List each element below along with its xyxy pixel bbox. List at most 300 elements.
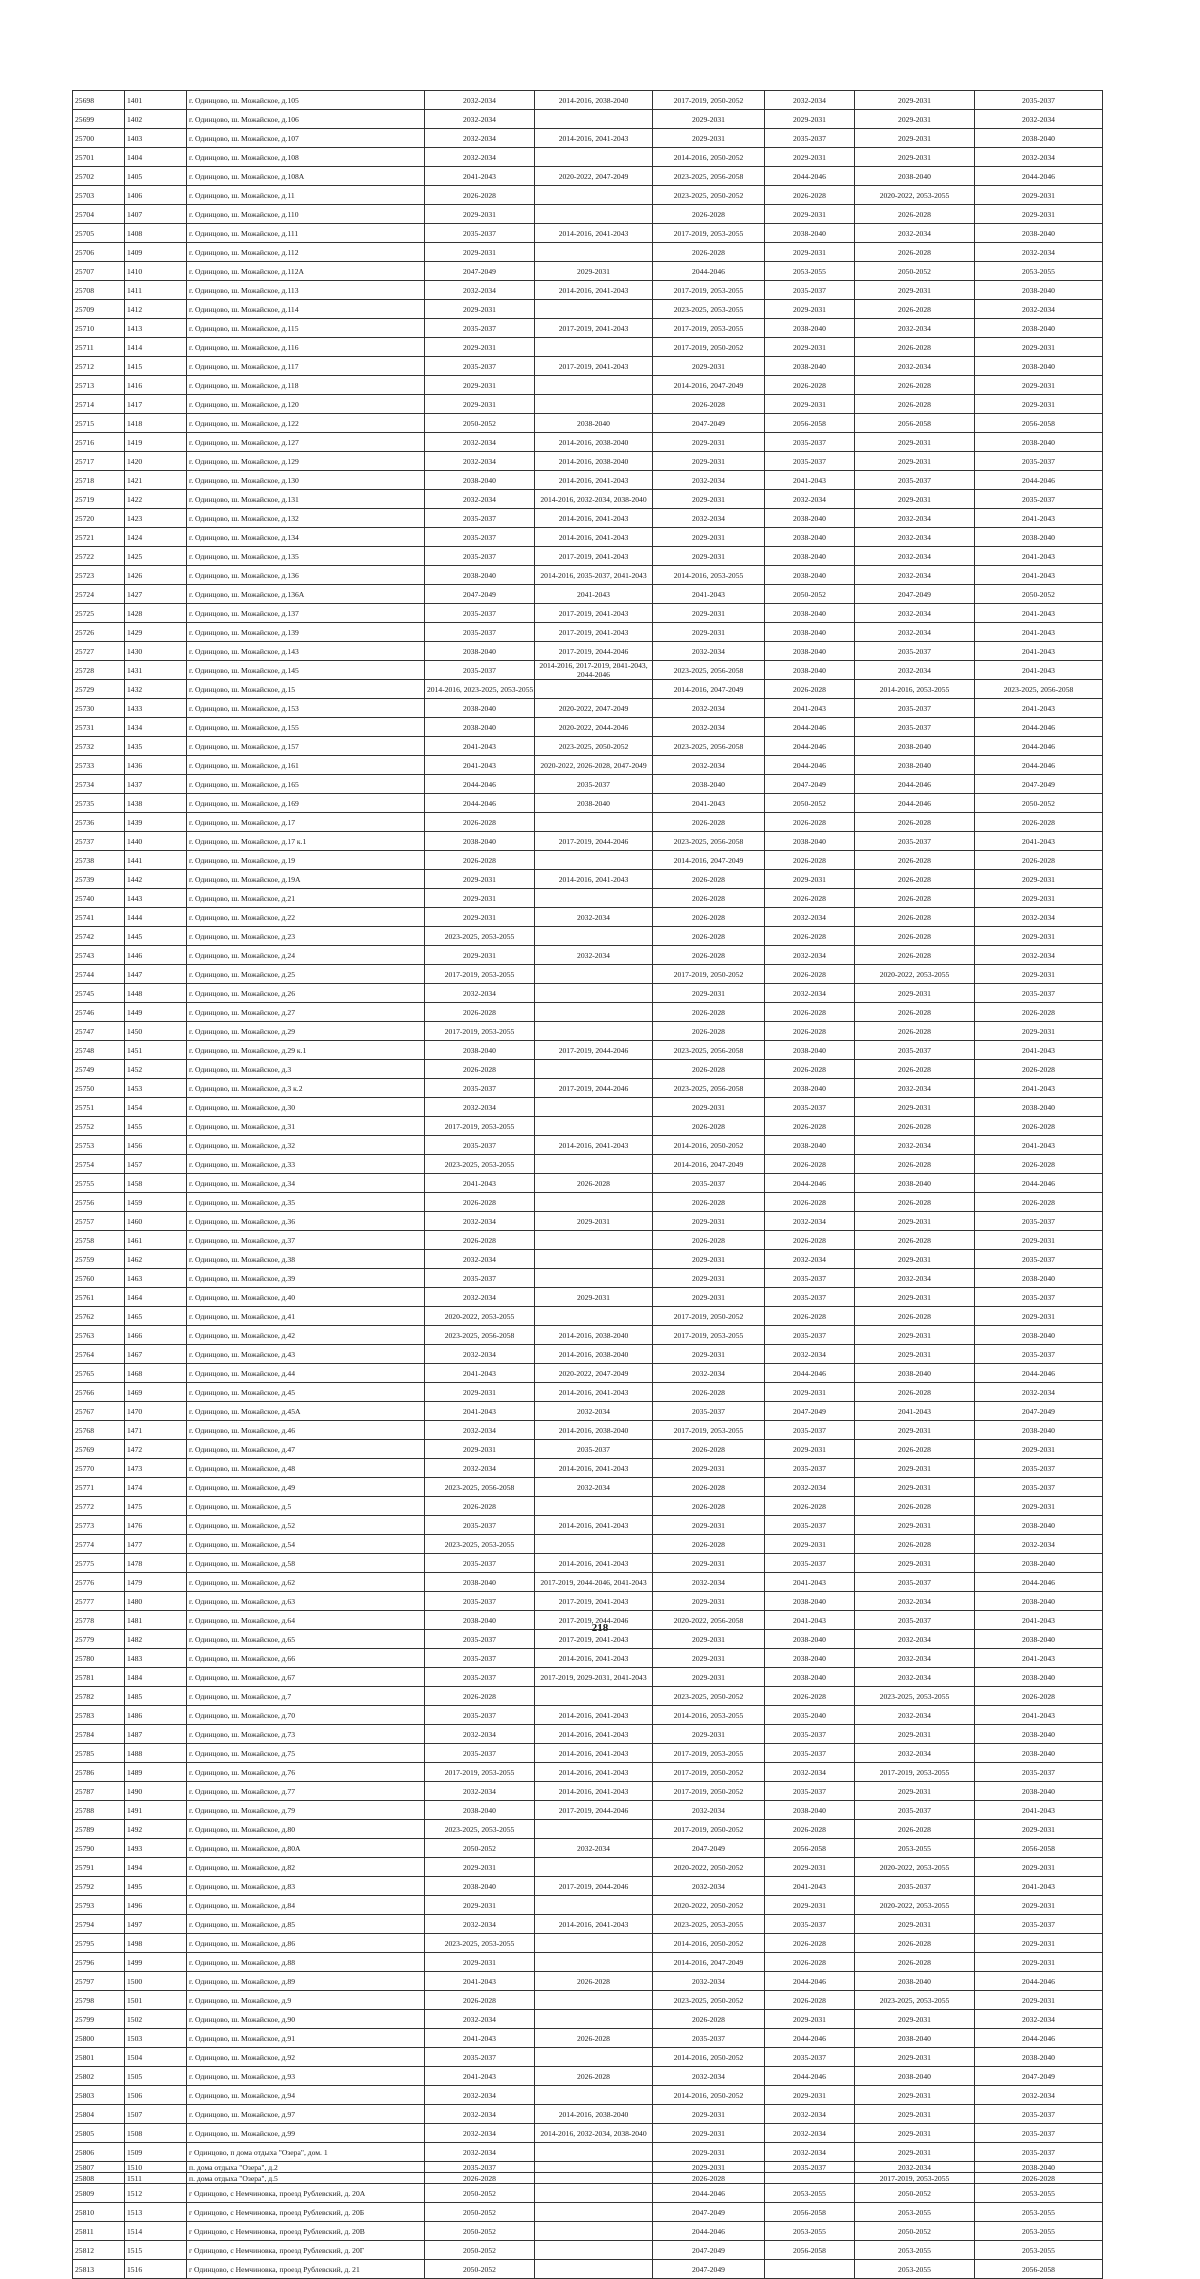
table-row <box>73 1497 1103 1516</box>
period-5-cell: 2029-2031 <box>855 2124 975 2143</box>
table-row <box>73 1858 1103 1877</box>
object-number-cell: 1443 <box>125 889 187 908</box>
record-id-cell: 25759 <box>73 1250 125 1269</box>
table-row <box>73 547 1103 566</box>
period-4-cell: 2053-2055 <box>765 262 855 281</box>
period-2-cell <box>535 2203 653 2222</box>
period-6-cell: 2038-2040 <box>975 433 1103 452</box>
address-cell: г. Одинцово, ш. Можайское, д.115 <box>187 319 425 338</box>
object-number-cell: 1481 <box>125 1611 187 1630</box>
period-5-cell: 2047-2049 <box>855 585 975 604</box>
period-2-cell: 2020-2022, 2047-2049 <box>535 167 653 186</box>
object-number-cell: 1499 <box>125 1953 187 1972</box>
table-row <box>73 1022 1103 1041</box>
object-number-cell: 1497 <box>125 1915 187 1934</box>
table-row <box>73 129 1103 148</box>
period-5-cell: 2053-2055 <box>855 1839 975 1858</box>
period-6-cell: 2038-2040 <box>975 1554 1103 1573</box>
period-2-cell: 2029-2031 <box>535 1288 653 1307</box>
period-4-cell: 2038-2040 <box>765 1041 855 1060</box>
table-row <box>73 300 1103 319</box>
period-3-cell: 2029-2031 <box>653 1345 765 1364</box>
period-6-cell: 2029-2031 <box>975 338 1103 357</box>
period-6-cell: 2029-2031 <box>975 1820 1103 1839</box>
period-5-cell: 2023-2025, 2053-2055 <box>855 1991 975 2010</box>
address-cell: г. Одинцово, ш. Можайское, д.130 <box>187 471 425 490</box>
period-3-cell: 2035-2037 <box>653 1402 765 1421</box>
table-row <box>73 1269 1103 1288</box>
period-1-cell: 2032-2034 <box>425 1212 535 1231</box>
period-1-cell: 2041-2043 <box>425 167 535 186</box>
period-2-cell: 2029-2031 <box>535 262 653 281</box>
period-1-cell: 2050-2052 <box>425 2241 535 2260</box>
period-5-cell: 2035-2037 <box>855 699 975 718</box>
period-6-cell: 2026-2028 <box>975 1003 1103 1022</box>
record-id-cell: 25773 <box>73 1516 125 1535</box>
period-2-cell <box>535 2010 653 2029</box>
address-cell: г. Одинцово, ш. Можайское, д.99 <box>187 2124 425 2143</box>
period-5-cell: 2026-2028 <box>855 1060 975 1079</box>
record-id-cell: 25720 <box>73 509 125 528</box>
period-2-cell: 2017-2019, 2041-2043 <box>535 357 653 376</box>
address-cell: г. Одинцово, ш. Можайское, д.65 <box>187 1630 425 1649</box>
table-row <box>73 851 1103 870</box>
record-id-cell: 25812 <box>73 2241 125 2260</box>
period-3-cell: 2029-2031 <box>653 357 765 376</box>
period-2-cell <box>535 1535 653 1554</box>
object-number-cell: 1441 <box>125 851 187 870</box>
period-1-cell: 2035-2037 <box>425 1630 535 1649</box>
period-6-cell: 2041-2043 <box>975 1611 1103 1630</box>
period-6-cell: 2035-2037 <box>975 1915 1103 1934</box>
period-2-cell: 2014-2016, 2038-2040 <box>535 452 653 471</box>
period-6-cell: 2044-2046 <box>975 756 1103 775</box>
address-cell: г. Одинцово, ш. Можайское, д.136А <box>187 585 425 604</box>
record-id-cell: 25706 <box>73 243 125 262</box>
record-id-cell: 25722 <box>73 547 125 566</box>
period-3-cell: 2035-2037 <box>653 1174 765 1193</box>
record-id-cell: 25753 <box>73 1136 125 1155</box>
period-3-cell: 2026-2028 <box>653 813 765 832</box>
period-5-cell: 2035-2037 <box>855 1611 975 1630</box>
table-row <box>73 2173 1103 2184</box>
period-3-cell: 2014-2016, 2053-2055 <box>653 1706 765 1725</box>
table-row <box>73 1440 1103 1459</box>
object-number-cell: 1428 <box>125 604 187 623</box>
period-2-cell: 2032-2034 <box>535 1402 653 1421</box>
address-cell: г. Одинцово, ш. Можайское, д.22 <box>187 908 425 927</box>
table-row <box>73 167 1103 186</box>
period-4-cell: 2029-2031 <box>765 243 855 262</box>
period-3-cell: 2014-2016, 2050-2052 <box>653 2086 765 2105</box>
period-4-cell: 2026-2028 <box>765 1934 855 1953</box>
table-row <box>73 1345 1103 1364</box>
period-5-cell: 2020-2022, 2053-2055 <box>855 1858 975 1877</box>
period-4-cell: 2026-2028 <box>765 927 855 946</box>
period-2-cell <box>535 205 653 224</box>
period-5-cell: 2029-2031 <box>855 110 975 129</box>
period-3-cell: 2029-2031 <box>653 1649 765 1668</box>
period-6-cell: 2035-2037 <box>975 1345 1103 1364</box>
record-id-cell: 25810 <box>73 2203 125 2222</box>
table-row <box>73 813 1103 832</box>
period-1-cell: 2044-2046 <box>425 775 535 794</box>
table-row <box>73 376 1103 395</box>
period-3-cell: 2014-2016, 2047-2049 <box>653 1953 765 1972</box>
table-row <box>73 148 1103 167</box>
period-2-cell: 2014-2016, 2041-2043 <box>535 281 653 300</box>
period-3-cell: 2029-2031 <box>653 2105 765 2124</box>
period-1-cell: 2032-2034 <box>425 984 535 1003</box>
period-4-cell: 2026-2028 <box>765 1687 855 1706</box>
period-4-cell: 2035-2037 <box>765 1269 855 1288</box>
period-1-cell: 2035-2037 <box>425 1079 535 1098</box>
period-5-cell: 2029-2031 <box>855 281 975 300</box>
table-row <box>73 1839 1103 1858</box>
record-id-cell: 25758 <box>73 1231 125 1250</box>
period-3-cell: 2041-2043 <box>653 794 765 813</box>
record-id-cell: 25748 <box>73 1041 125 1060</box>
period-3-cell: 2032-2034 <box>653 2067 765 2086</box>
table-row <box>73 1573 1103 1592</box>
record-id-cell: 25749 <box>73 1060 125 1079</box>
period-3-cell: 2014-2016, 2050-2052 <box>653 148 765 167</box>
record-id-cell: 25734 <box>73 775 125 794</box>
table-row <box>73 205 1103 224</box>
object-number-cell: 1460 <box>125 1212 187 1231</box>
object-number-cell: 1464 <box>125 1288 187 1307</box>
period-2-cell: 2017-2019, 2044-2046 <box>535 1801 653 1820</box>
period-4-cell: 2026-2028 <box>765 186 855 205</box>
address-cell: г. Одинцово, ш. Можайское, д.24 <box>187 946 425 965</box>
address-cell: г. Одинцово, ш. Можайское, д.108 <box>187 148 425 167</box>
period-2-cell <box>535 2241 653 2260</box>
address-cell: г. Одинцово, ш. Можайское, д.70 <box>187 1706 425 1725</box>
record-id-cell: 25769 <box>73 1440 125 1459</box>
period-4-cell: 2029-2031 <box>765 1383 855 1402</box>
record-id-cell: 25751 <box>73 1098 125 1117</box>
period-4-cell: 2029-2031 <box>765 1858 855 1877</box>
period-5-cell: 2026-2028 <box>855 243 975 262</box>
record-id-cell: 25765 <box>73 1364 125 1383</box>
table-row <box>73 737 1103 756</box>
table-row <box>73 1915 1103 1934</box>
address-cell: г. Одинцово, ш. Можайское, д.112 <box>187 243 425 262</box>
period-3-cell: 2023-2025, 2053-2055 <box>653 300 765 319</box>
record-id-cell: 25793 <box>73 1896 125 1915</box>
period-3-cell: 2029-2031 <box>653 1554 765 1573</box>
period-5-cell: 2026-2028 <box>855 927 975 946</box>
address-cell: г. Одинцово, ш. Можайское, д.112А <box>187 262 425 281</box>
period-4-cell: 2038-2040 <box>765 357 855 376</box>
address-cell: г. Одинцово, ш. Можайское, д.44 <box>187 1364 425 1383</box>
record-id-cell: 25741 <box>73 908 125 927</box>
object-number-cell: 1411 <box>125 281 187 300</box>
period-6-cell: 2044-2046 <box>975 2029 1103 2048</box>
table-row <box>73 756 1103 775</box>
address-cell: г. Одинцово, ш. Можайское, д.47 <box>187 1440 425 1459</box>
address-cell: г. Одинцово, ш. Можайское, д.11 <box>187 186 425 205</box>
object-number-cell: 1513 <box>125 2203 187 2222</box>
period-6-cell: 2029-2031 <box>975 1858 1103 1877</box>
period-3-cell: 2017-2019, 2053-2055 <box>653 281 765 300</box>
period-2-cell <box>535 300 653 319</box>
period-1-cell: 2038-2040 <box>425 642 535 661</box>
period-4-cell: 2038-2040 <box>765 566 855 585</box>
record-id-cell: 25727 <box>73 642 125 661</box>
address-cell: г. Одинцово, ш. Можайское, д.110 <box>187 205 425 224</box>
period-4-cell: 2044-2046 <box>765 1174 855 1193</box>
period-3-cell: 2029-2031 <box>653 1250 765 1269</box>
table-row <box>73 1516 1103 1535</box>
period-5-cell: 2038-2040 <box>855 2067 975 2086</box>
object-number-cell: 1476 <box>125 1516 187 1535</box>
period-5-cell: 2035-2037 <box>855 471 975 490</box>
period-3-cell: 2014-2016, 2047-2049 <box>653 376 765 395</box>
object-number-cell: 1498 <box>125 1934 187 1953</box>
table-row <box>73 642 1103 661</box>
period-6-cell: 2053-2055 <box>975 2203 1103 2222</box>
period-2-cell: 2032-2034 <box>535 946 653 965</box>
period-1-cell: 2035-2037 <box>425 1649 535 1668</box>
period-3-cell: 2023-2025, 2056-2058 <box>653 1041 765 1060</box>
period-2-cell: 2029-2031 <box>535 1212 653 1231</box>
table-row <box>73 680 1103 699</box>
record-id-cell: 25736 <box>73 813 125 832</box>
record-id-cell: 25750 <box>73 1079 125 1098</box>
period-5-cell: 2038-2040 <box>855 1364 975 1383</box>
period-3-cell: 2017-2019, 2053-2055 <box>653 1326 765 1345</box>
period-2-cell: 2017-2019, 2044-2046 <box>535 642 653 661</box>
period-1-cell: 2026-2028 <box>425 1193 535 1212</box>
record-id-cell: 25732 <box>73 737 125 756</box>
table-row <box>73 1877 1103 1896</box>
period-6-cell: 2047-2049 <box>975 775 1103 794</box>
object-number-cell: 1424 <box>125 528 187 547</box>
period-6-cell: 2029-2031 <box>975 205 1103 224</box>
period-3-cell: 2029-2031 <box>653 1269 765 1288</box>
table-row <box>73 1003 1103 1022</box>
address-cell: г Одинцово, с Немчиновка, проезд Рублевский, д. 20В <box>187 2222 425 2241</box>
period-1-cell: 2041-2043 <box>425 2029 535 2048</box>
record-id-cell: 25757 <box>73 1212 125 1231</box>
period-1-cell: 2032-2034 <box>425 1782 535 1801</box>
table-row <box>73 224 1103 243</box>
period-3-cell: 2017-2019, 2053-2055 <box>653 1744 765 1763</box>
object-number-cell: 1407 <box>125 205 187 224</box>
object-number-cell: 1471 <box>125 1421 187 1440</box>
object-number-cell: 1494 <box>125 1858 187 1877</box>
period-6-cell: 2038-2040 <box>975 281 1103 300</box>
address-cell: г. Одинцово, ш. Можайское, д.139 <box>187 623 425 642</box>
period-5-cell: 2032-2034 <box>855 1592 975 1611</box>
period-3-cell: 2014-2016, 2047-2049 <box>653 1155 765 1174</box>
period-3-cell: 2029-2031 <box>653 2124 765 2143</box>
address-cell: г. Одинцово, ш. Можайское, д.64 <box>187 1611 425 1630</box>
period-1-cell: 2032-2034 <box>425 452 535 471</box>
object-number-cell: 1447 <box>125 965 187 984</box>
table-row <box>73 1155 1103 1174</box>
object-number-cell: 1504 <box>125 2048 187 2067</box>
address-cell: г. Одинцово, ш. Можайское, д.19 <box>187 851 425 870</box>
period-6-cell: 2029-2031 <box>975 395 1103 414</box>
period-1-cell: 2044-2046 <box>425 794 535 813</box>
table-row <box>73 946 1103 965</box>
period-6-cell: 2038-2040 <box>975 1725 1103 1744</box>
object-number-cell: 1489 <box>125 1763 187 1782</box>
record-id-cell: 25775 <box>73 1554 125 1573</box>
period-2-cell <box>535 965 653 984</box>
period-1-cell: 2029-2031 <box>425 300 535 319</box>
record-id-cell: 25784 <box>73 1725 125 1744</box>
record-id-cell: 25798 <box>73 1991 125 2010</box>
period-4-cell: 2038-2040 <box>765 509 855 528</box>
period-3-cell: 2023-2025, 2050-2052 <box>653 186 765 205</box>
table-row <box>73 1250 1103 1269</box>
period-5-cell: 2035-2037 <box>855 832 975 851</box>
object-number-cell: 1451 <box>125 1041 187 1060</box>
period-1-cell: 2032-2034 <box>425 2086 535 2105</box>
period-3-cell: 2029-2031 <box>653 2143 765 2162</box>
period-4-cell: 2056-2058 <box>765 1839 855 1858</box>
period-6-cell: 2041-2043 <box>975 623 1103 642</box>
object-number-cell: 1448 <box>125 984 187 1003</box>
table-row <box>73 338 1103 357</box>
table-row <box>73 1193 1103 1212</box>
period-1-cell: 2035-2037 <box>425 623 535 642</box>
address-cell: г. Одинцово, ш. Можайское, д.92 <box>187 2048 425 2067</box>
object-number-cell: 1450 <box>125 1022 187 1041</box>
period-4-cell: 2053-2055 <box>765 2184 855 2203</box>
period-3-cell: 2032-2034 <box>653 756 765 775</box>
period-1-cell: 2032-2034 <box>425 1725 535 1744</box>
period-6-cell: 2050-2052 <box>975 794 1103 813</box>
record-id-cell: 25774 <box>73 1535 125 1554</box>
object-number-cell: 1452 <box>125 1060 187 1079</box>
object-number-cell: 1467 <box>125 1345 187 1364</box>
object-number-cell: 1445 <box>125 927 187 946</box>
period-3-cell: 2020-2022, 2050-2052 <box>653 1896 765 1915</box>
table-row <box>73 2222 1103 2241</box>
period-3-cell: 2032-2034 <box>653 1801 765 1820</box>
object-number-cell: 1453 <box>125 1079 187 1098</box>
period-5-cell: 2029-2031 <box>855 1421 975 1440</box>
period-6-cell: 2026-2028 <box>975 813 1103 832</box>
period-2-cell: 2020-2022, 2026-2028, 2047-2049 <box>535 756 653 775</box>
table-row <box>73 2241 1103 2260</box>
period-4-cell: 2044-2046 <box>765 167 855 186</box>
period-1-cell: 2041-2043 <box>425 1402 535 1421</box>
record-id-cell: 25743 <box>73 946 125 965</box>
period-2-cell: 2014-2016, 2041-2043 <box>535 1554 653 1573</box>
period-5-cell: 2026-2028 <box>855 889 975 908</box>
period-2-cell: 2014-2016, 2041-2043 <box>535 1459 653 1478</box>
object-number-cell: 1457 <box>125 1155 187 1174</box>
address-cell: г. Одинцово, ш. Можайское, д.97 <box>187 2105 425 2124</box>
period-5-cell: 2035-2037 <box>855 1877 975 1896</box>
period-6-cell: 2038-2040 <box>975 1098 1103 1117</box>
period-2-cell: 2014-2016, 2041-2043 <box>535 471 653 490</box>
period-4-cell: 2038-2040 <box>765 661 855 680</box>
table-row <box>73 262 1103 281</box>
period-6-cell: 2032-2034 <box>975 2086 1103 2105</box>
period-1-cell: 2023-2025, 2056-2058 <box>425 1478 535 1497</box>
address-cell: г. Одинцово, ш. Можайское, д.66 <box>187 1649 425 1668</box>
period-5-cell: 2041-2043 <box>855 1402 975 1421</box>
period-6-cell: 2038-2040 <box>975 319 1103 338</box>
period-5-cell: 2032-2034 <box>855 604 975 623</box>
address-cell: г. Одинцово, ш. Можайское, д.132 <box>187 509 425 528</box>
period-5-cell: 2029-2031 <box>855 1554 975 1573</box>
period-3-cell: 2023-2025, 2056-2058 <box>653 661 765 680</box>
period-3-cell: 2014-2016, 2047-2049 <box>653 851 765 870</box>
address-cell: г. Одинцово, ш. Можайское, д.27 <box>187 1003 425 1022</box>
period-1-cell: 2029-2031 <box>425 376 535 395</box>
period-1-cell: 2035-2037 <box>425 224 535 243</box>
object-number-cell: 1446 <box>125 946 187 965</box>
period-4-cell: 2032-2034 <box>765 1478 855 1497</box>
period-2-cell: 2014-2016, 2041-2043 <box>535 1763 653 1782</box>
period-5-cell: 2017-2019, 2053-2055 <box>855 2173 975 2184</box>
table-row <box>73 1383 1103 1402</box>
period-5-cell: 2029-2031 <box>855 433 975 452</box>
period-3-cell: 2032-2034 <box>653 471 765 490</box>
period-1-cell: 2029-2031 <box>425 205 535 224</box>
period-3-cell: 2026-2028 <box>653 1535 765 1554</box>
period-3-cell: 2026-2028 <box>653 1231 765 1250</box>
record-id-cell: 25771 <box>73 1478 125 1497</box>
object-number-cell: 1437 <box>125 775 187 794</box>
period-2-cell: 2014-2016, 2038-2040 <box>535 1345 653 1364</box>
period-2-cell: 2014-2016, 2041-2043 <box>535 1744 653 1763</box>
record-id-cell: 25805 <box>73 2124 125 2143</box>
period-3-cell: 2020-2022, 2050-2052 <box>653 1858 765 1877</box>
address-cell: г. Одинцово, ш. Можайское, д.111 <box>187 224 425 243</box>
period-3-cell: 2026-2028 <box>653 908 765 927</box>
period-2-cell <box>535 1858 653 1877</box>
period-2-cell: 2014-2016, 2038-2040 <box>535 1421 653 1440</box>
period-3-cell: 2026-2028 <box>653 946 765 965</box>
object-number-cell: 1449 <box>125 1003 187 1022</box>
period-6-cell: 2041-2043 <box>975 661 1103 680</box>
period-2-cell: 2035-2037 <box>535 775 653 794</box>
object-number-cell: 1488 <box>125 1744 187 1763</box>
table-row <box>73 1459 1103 1478</box>
table-row <box>73 1174 1103 1193</box>
period-6-cell: 2041-2043 <box>975 1079 1103 1098</box>
period-4-cell: 2029-2031 <box>765 1896 855 1915</box>
period-4-cell: 2026-2028 <box>765 889 855 908</box>
period-4-cell: 2038-2040 <box>765 642 855 661</box>
record-id-cell: 25782 <box>73 1687 125 1706</box>
object-number-cell: 1474 <box>125 1478 187 1497</box>
period-1-cell: 2032-2034 <box>425 2143 535 2162</box>
period-6-cell: 2053-2055 <box>975 2222 1103 2241</box>
period-3-cell: 2038-2040 <box>653 775 765 794</box>
record-id-cell: 25739 <box>73 870 125 889</box>
period-5-cell: 2029-2031 <box>855 1459 975 1478</box>
period-6-cell: 2029-2031 <box>975 1934 1103 1953</box>
record-id-cell: 25789 <box>73 1820 125 1839</box>
table-row <box>73 1972 1103 1991</box>
period-5-cell: 2053-2055 <box>855 2203 975 2222</box>
period-2-cell <box>535 1003 653 1022</box>
period-6-cell: 2035-2037 <box>975 1763 1103 1782</box>
object-number-cell: 1466 <box>125 1326 187 1345</box>
period-3-cell: 2023-2025, 2050-2052 <box>653 1687 765 1706</box>
address-cell: г. Одинцово, ш. Можайское, д.165 <box>187 775 425 794</box>
period-6-cell: 2035-2037 <box>975 2143 1103 2162</box>
